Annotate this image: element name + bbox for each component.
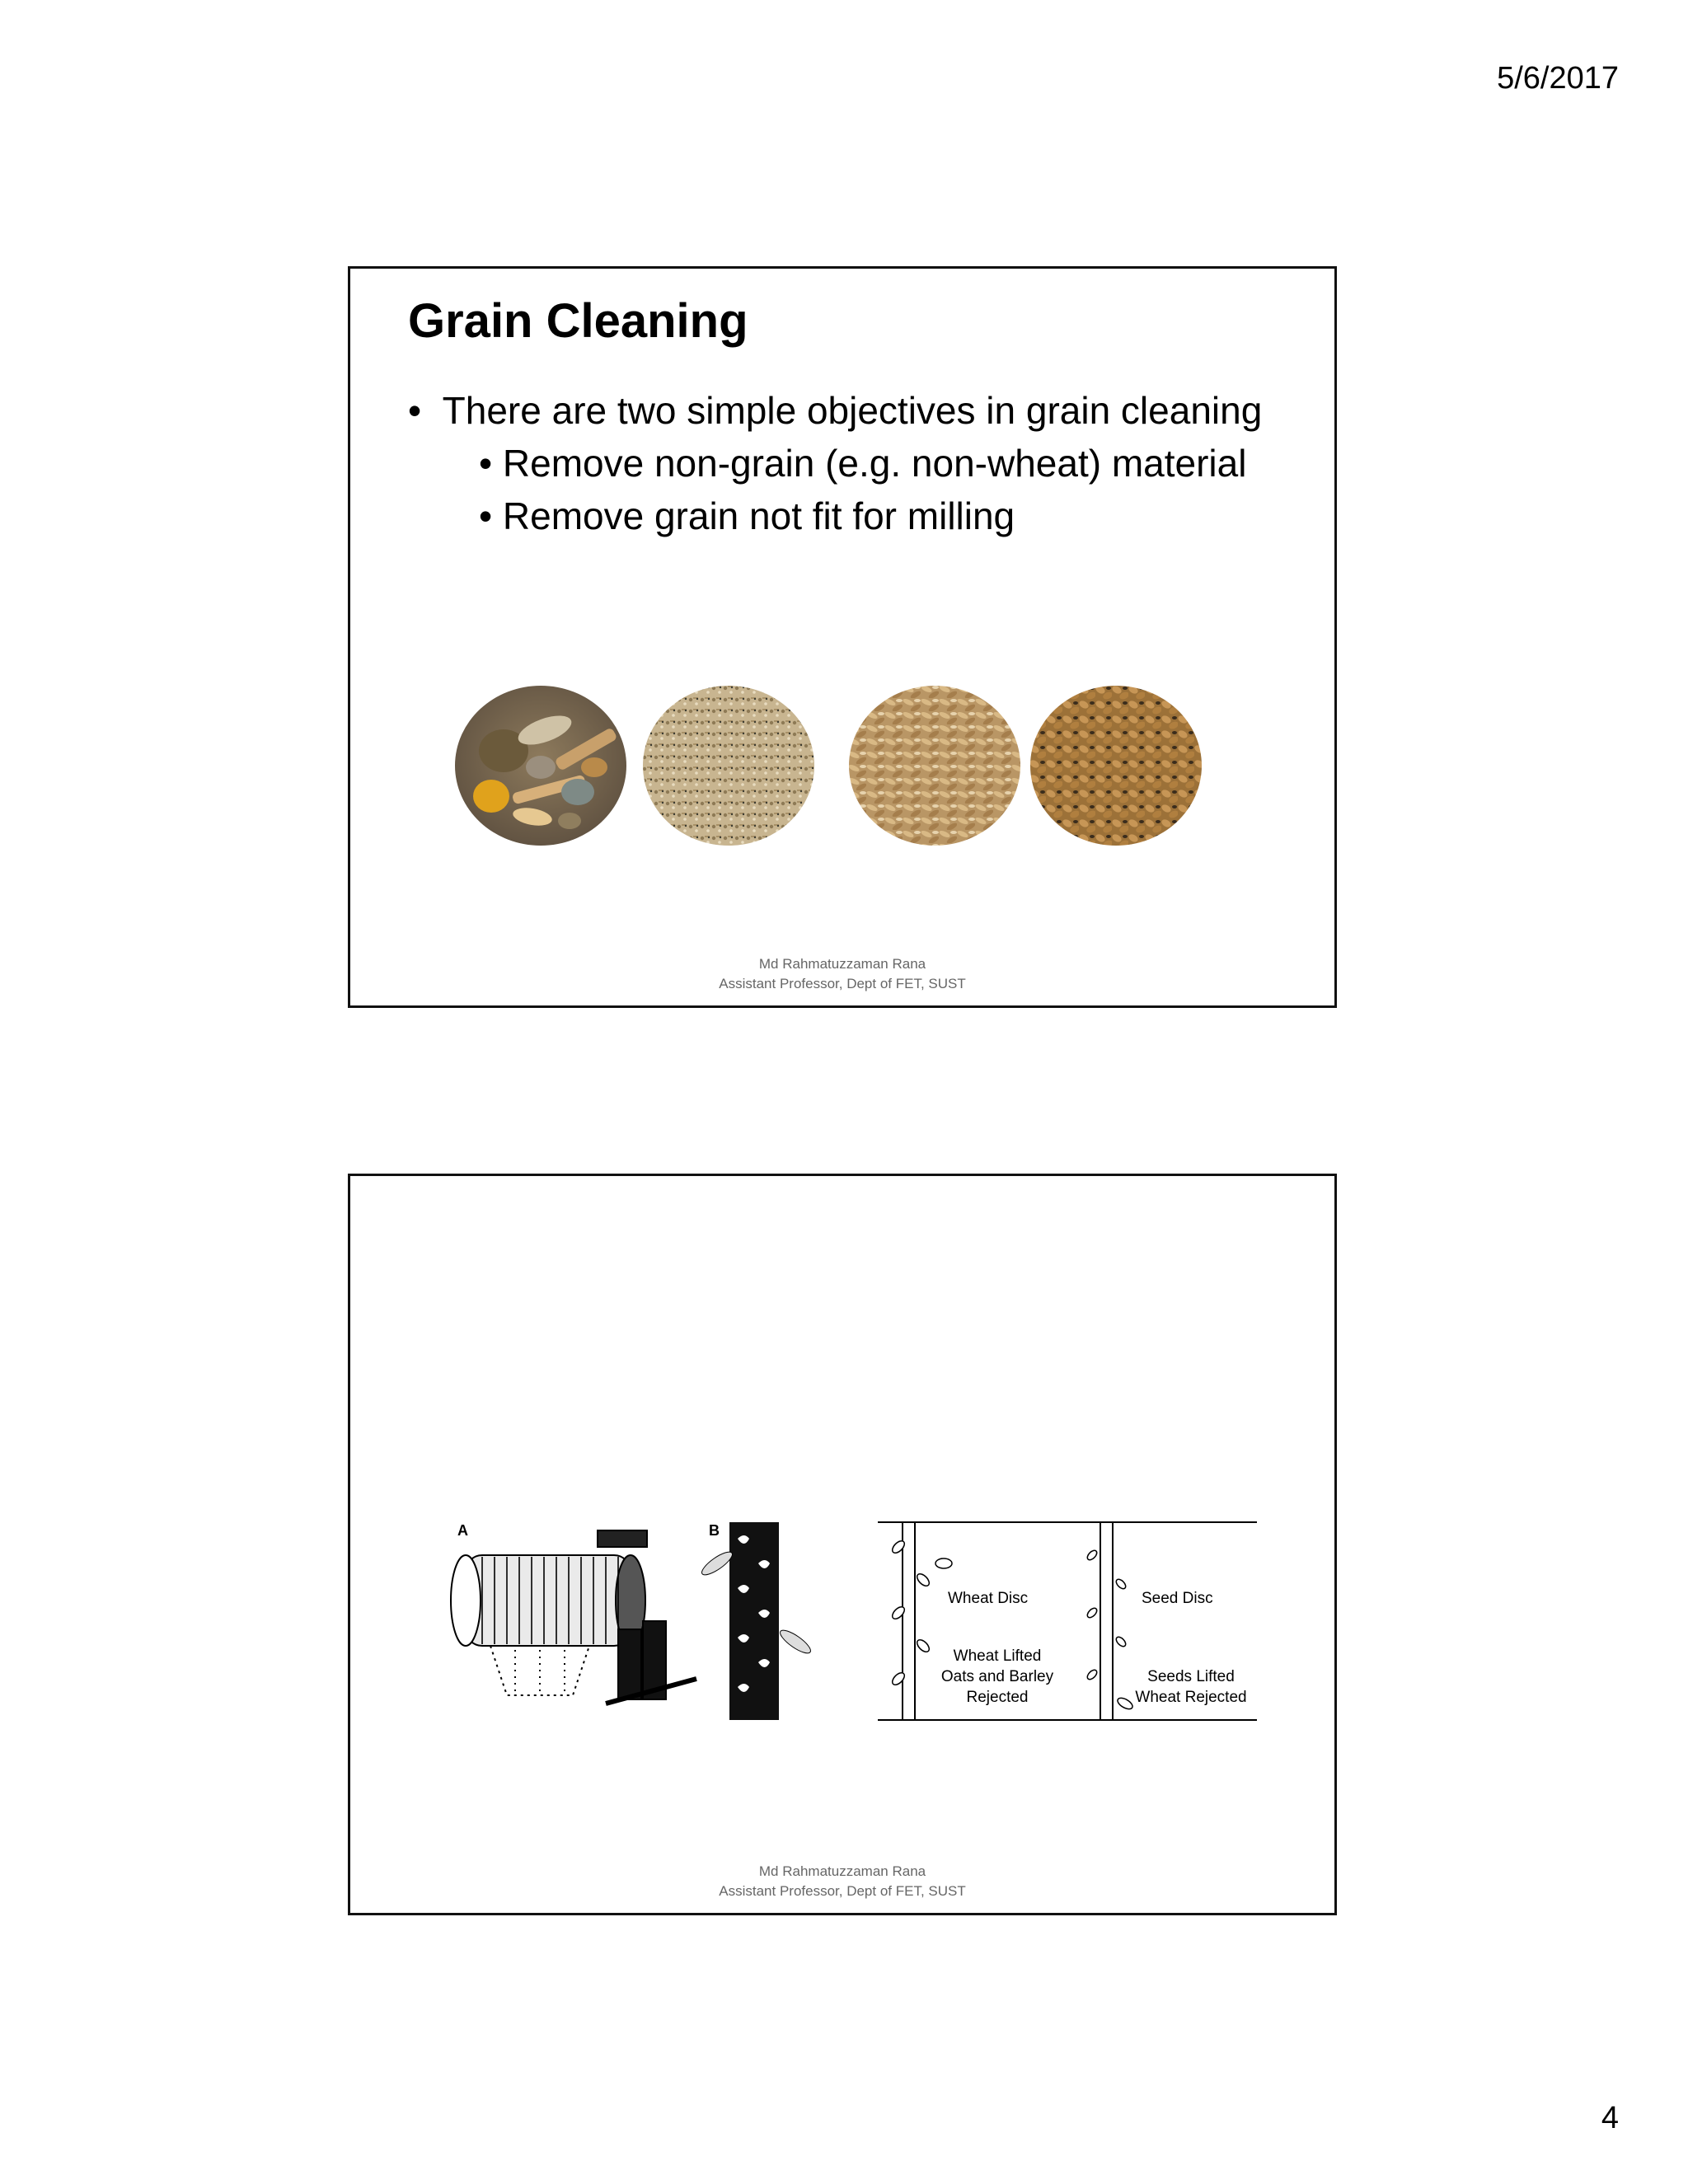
bullet-item: • There are two simple objectives in grain cleaning <box>408 389 1263 432</box>
disc-separator-figure <box>433 1497 1257 1728</box>
slide-disc-separator <box>348 1174 1337 1915</box>
seeds-lifted-label: Seeds Lifted Wheat Rejected <box>1135 1668 1247 1706</box>
wheat-disc-label: Wheat Disc <box>948 1590 1029 1607</box>
disc-pocket-detail-drawing <box>699 1522 814 1720</box>
grain-sample-foreign-material <box>454 685 627 846</box>
sub-bullet-item: • Remove grain not fit for milling <box>479 494 1015 537</box>
credit-name: Md Rahmatuzzaman Rana <box>758 956 926 972</box>
grain-sample-images <box>454 685 1237 850</box>
slide-title: Grain Cleaning <box>408 294 748 348</box>
slide-credit <box>350 954 1334 994</box>
figure-label-b: B <box>709 1522 720 1539</box>
credit-name: Md Rahmatuzzaman Rana <box>758 1863 926 1879</box>
disc-separator-machine-drawing <box>451 1530 696 1704</box>
seed-disc-label: Seed Disc <box>1142 1590 1213 1607</box>
slide-grain-cleaning <box>348 266 1337 1008</box>
sub-bullet-text: Remove non-grain (e.g. non-wheat) material <box>502 442 1247 485</box>
bullet-text: There are two simple objectives in grain cleaning <box>442 389 1263 432</box>
grain-sample-debris <box>642 685 815 846</box>
sub-bullet-text: Remove grain not fit for milling <box>502 494 1015 537</box>
wheat-lifted-label: Wheat Lifted Oats and Barley Rejected <box>940 1647 1054 1706</box>
page-number: 4 <box>1601 2101 1619 2135</box>
grain-sample-damaged-wheat <box>1029 685 1203 846</box>
credit-title: Assistant Professor, Dept of FET, SUST <box>719 1883 966 1899</box>
grain-sample-mixed-grain <box>848 685 1021 846</box>
page-date: 5/6/2017 <box>1497 61 1619 96</box>
bullet-list <box>408 384 1315 542</box>
figure-label-a: A <box>457 1522 468 1539</box>
sub-bullet-item: • Remove non-grain (e.g. non-wheat) material <box>479 442 1247 485</box>
credit-title: Assistant Professor, Dept of FET, SUST <box>719 976 966 991</box>
slide-credit <box>350 1862 1334 1901</box>
